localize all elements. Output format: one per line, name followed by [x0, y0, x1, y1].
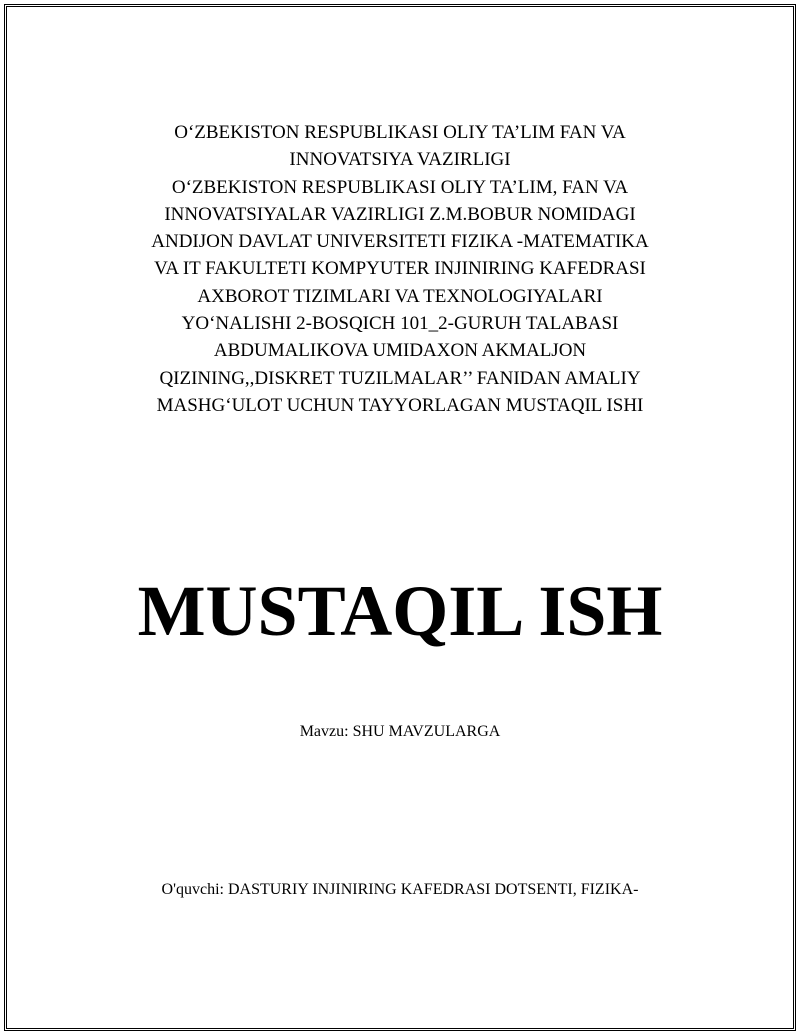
header-line: YO‘NALISHI 2-BOSQICH 101_2-GURUH TALABASI — [181, 313, 619, 335]
header-line: VA IT FAKULTETI KOMPYUTER INJINIRING KAFEDRASI — [154, 258, 646, 280]
topic-line: Mavzu: SHU MAVZULARGA — [299, 723, 501, 740]
header-line: INNOVATSIYALAR VAZIRLIGI Z.M.BOBUR NOMIDAGI — [164, 203, 636, 225]
header-line: INNOVATSIYA VAZIRLIGI — [289, 149, 511, 171]
header-line: O‘ZBEKISTON RESPUBLIKASI OLIY TA’LIM, FAN VA — [171, 176, 629, 198]
header-line: ABDUMALIKOVA UMIDAXON AKMALJON — [213, 340, 587, 362]
header-line: AXBOROT TIZIMLARI VA TEXNOLOGIYALARI — [197, 285, 603, 307]
header-line: O‘ZBEKISTON RESPUBLIKASI OLIY TA’LIM FAN VA — [174, 122, 626, 143]
document-title: MUSTAQIL ISH — [137, 571, 663, 651]
header-line: ANDIJON DAVLAT UNIVERSITETI FIZIKA -MATEMATIKA — [151, 231, 649, 253]
header-line: QIZINING,,DISKRET TUZILMALAR’’ FANIDAN AMALIY — [159, 367, 641, 389]
institution-header — [0, 119, 800, 419]
reviewer-line: O'quvchi: DASTURIY INJINIRING KAFEDRASI DOTSENTI, FIZIKA- — [161, 881, 639, 898]
header-line: MASHG‘ULOT UCHUN TAYYORLAGAN MUSTAQIL ISHI — [156, 394, 644, 416]
